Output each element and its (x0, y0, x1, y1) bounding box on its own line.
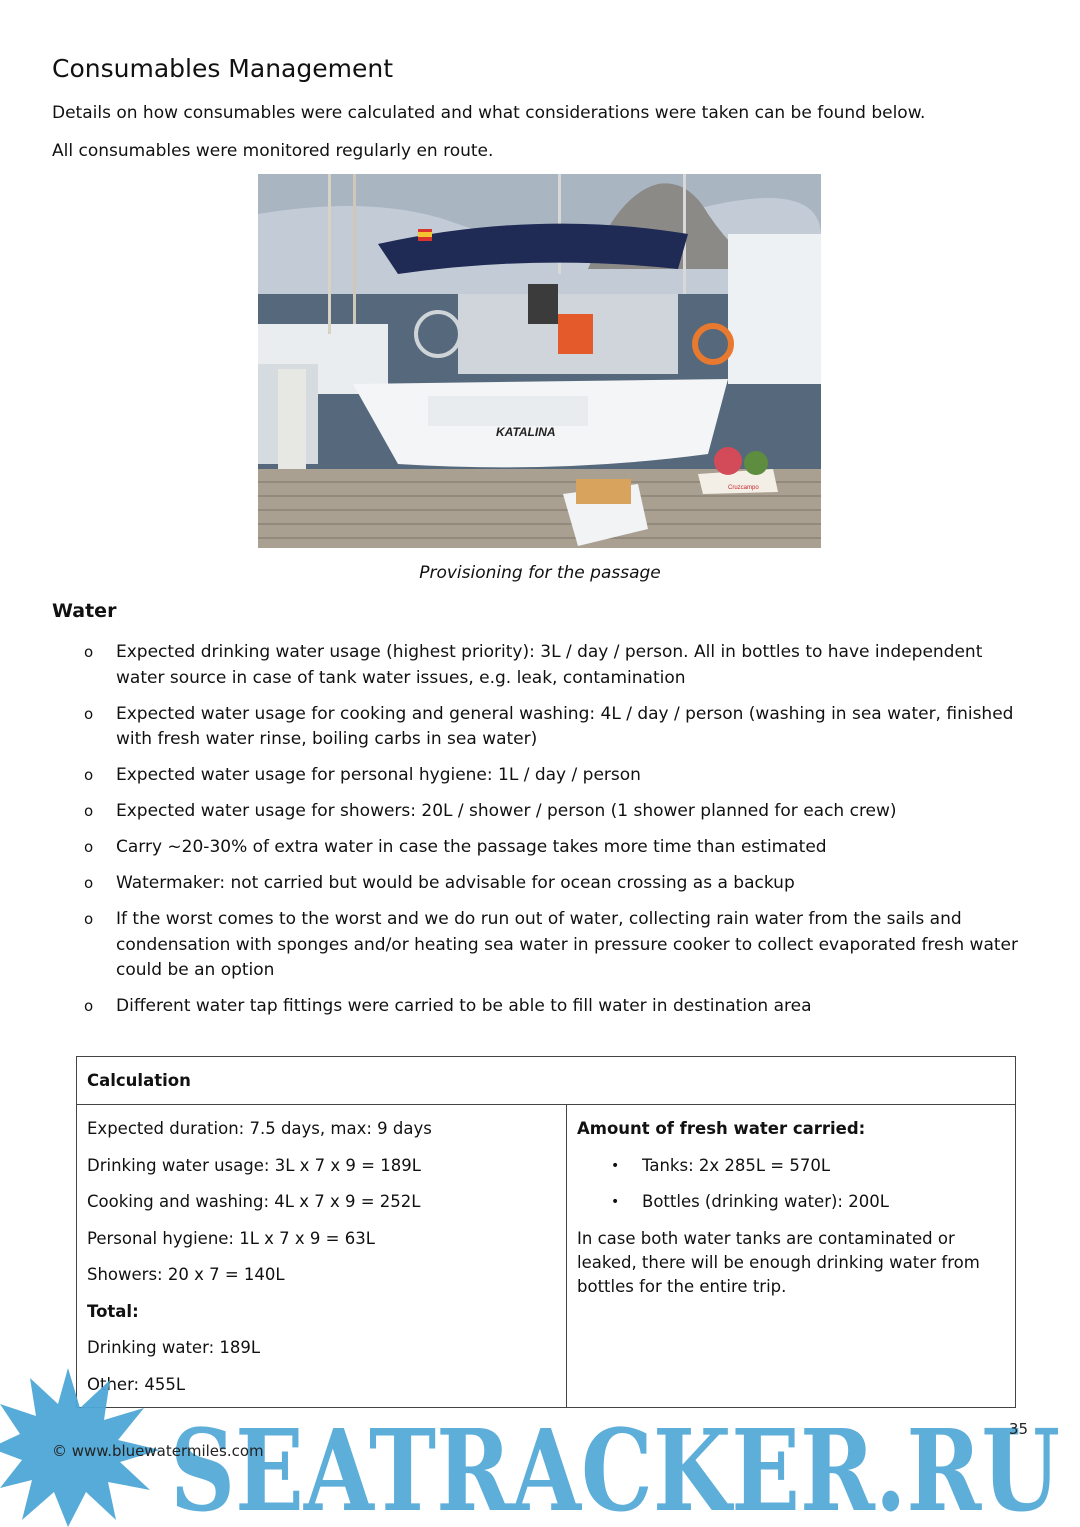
list-item (84, 907, 1034, 984)
bullet-marker: o (84, 838, 94, 856)
footer-copyright: © www.bluewatermiles.com (52, 1442, 264, 1460)
list-item (84, 799, 1034, 825)
list-item-text: Expected water usage for cooking and general washing: 4L / day / person (washing in sea water, finished with fresh water rinse, boiling carbs in sea water) (116, 703, 1014, 749)
list-item-text: Watermaker: not carried but would be advisable for ocean crossing as a backup (116, 873, 795, 893)
list-item (84, 763, 1034, 789)
drinking-water-usage: Drinking water usage: 3L x 7 x 9 = 189L (87, 1155, 421, 1175)
fresh-water-carried-heading: Amount of fresh water carried: (577, 1119, 866, 1138)
boat-name-label: KATALINA (496, 425, 556, 439)
photo-caption: Provisioning for the passage (419, 563, 661, 583)
list-item-text: If the worst comes to the worst and we do run out of water, collecting rain water from the sails and condensation with sponges and/or heating sea water in pressure cooker to collect evaporated fresh water could be an option (116, 909, 1018, 980)
list-item-text: Tanks: 2x 285L = 570L (642, 1155, 831, 1175)
list-item (84, 994, 1034, 1020)
showers-usage: Showers: 20 x 7 = 140L (87, 1265, 285, 1284)
list-item-text: Bottles (drinking water): 200L (642, 1192, 889, 1211)
list-item-text: Expected water usage for personal hygiene: 1L / day / person (116, 765, 641, 785)
list-item (577, 1190, 1005, 1214)
list-item-text: Different water tap fittings were carried to be able to fill water in destination area (116, 996, 812, 1016)
bullet-dot: • (611, 1157, 620, 1174)
bullet-marker: o (84, 802, 94, 820)
bullet-marker: o (84, 766, 94, 784)
box-brand-label: Cruzcampo (728, 485, 759, 491)
list-item (84, 702, 1034, 753)
list-item-text: Expected drinking water usage (highest priority): 3L / day / person. All in bottles to have independent water source in case of tank water issues, e.g. leak, contamination (116, 642, 983, 688)
total-other-water: Other: 455L (87, 1374, 186, 1394)
list-item-text: Carry ~20-30% of extra water in case the passage takes more time than estimated (116, 837, 827, 857)
bullet-marker: o (84, 910, 94, 928)
bullet-marker: o (84, 704, 94, 723)
page-number: 35 (1008, 1420, 1028, 1438)
provisioning-photo (258, 174, 821, 548)
fresh-water-list (577, 1154, 1005, 1215)
bullet-marker: o (84, 874, 94, 892)
total-drinking-water: Drinking water: 189L (87, 1338, 261, 1357)
watermark-text: SEATRACKER.RU (170, 1406, 1060, 1527)
calculation-table (76, 1056, 1016, 1408)
list-item (577, 1154, 1005, 1178)
water-heading: Water (52, 600, 117, 622)
list-item (84, 640, 1034, 691)
bullet-dot: • (611, 1194, 620, 1210)
total-label: Total: (87, 1301, 139, 1321)
calculation-header: Calculation (77, 1057, 1015, 1105)
cooking-washing-usage: Cooking and washing: 4L x 7 x 9 = 252L (87, 1192, 421, 1211)
personal-hygiene-usage: Personal hygiene: 1L x 7 x 9 = 63L (87, 1228, 375, 1248)
bullet-marker: o (84, 997, 94, 1015)
page-title: Consumables Management (52, 54, 393, 83)
contamination-note: In case both water tanks are contaminated or leaked, there will be enough drinking water from bottles for the entire trip. (577, 1228, 980, 1296)
expected-duration: Expected duration: 7.5 days, max: 9 days (87, 1119, 432, 1138)
intro-paragraph: Details on how consumables were calculated and what considerations were taken can be found below. (52, 103, 926, 123)
list-item (84, 835, 1034, 861)
monitoring-paragraph: All consumables were monitored regularly en route. (52, 141, 494, 161)
water-bullet-list (84, 640, 1034, 1030)
bullet-marker: o (84, 643, 94, 661)
list-item (84, 871, 1034, 897)
list-item-text: Expected water usage for showers: 20L / shower / person (1 shower planned for each crew) (116, 801, 897, 821)
